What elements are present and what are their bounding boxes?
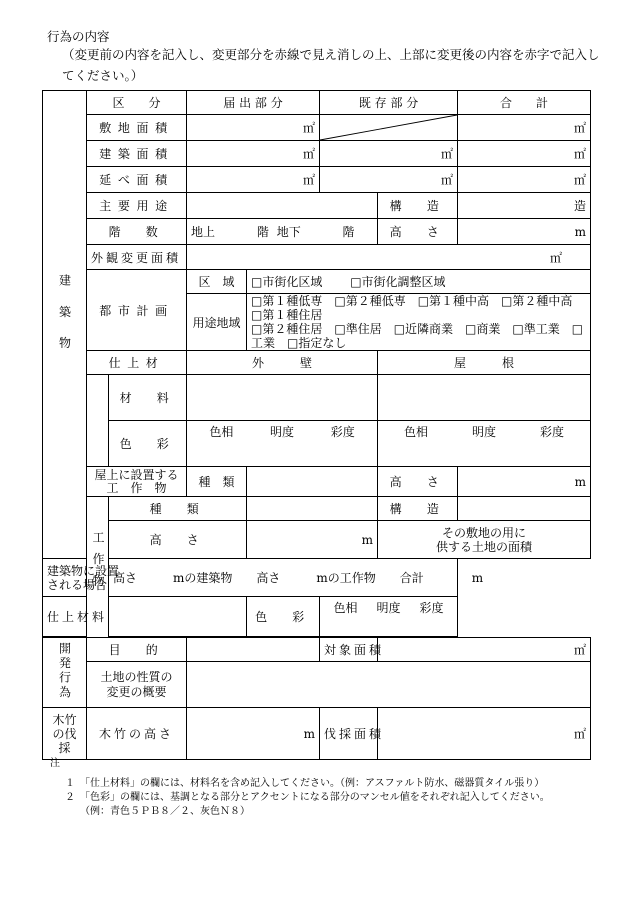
kaisuu-label: 階 数 bbox=[87, 219, 187, 245]
yane-header: 屋 根 bbox=[378, 351, 591, 375]
kos-color-label: 色 彩 bbox=[247, 597, 320, 637]
rooftop-shurui-field[interactable] bbox=[247, 467, 378, 497]
youto-label: 主要用途 bbox=[87, 193, 187, 219]
felling-area-field[interactable]: ㎡ bbox=[378, 708, 591, 760]
kenchiku-kizon[interactable]: ㎡ bbox=[320, 141, 458, 167]
page-heading: 行為の内容 bbox=[47, 29, 110, 44]
tree-height-label: 木竹の高さ bbox=[87, 708, 187, 760]
gaikan-field[interactable]: ㎡ bbox=[187, 245, 591, 270]
mokuteki-field[interactable] bbox=[187, 638, 320, 662]
takasa-field[interactable]: m bbox=[458, 219, 591, 245]
kos-finish-label: 仕上材料 bbox=[43, 597, 109, 637]
rooftop-shurui-label: 種 類 bbox=[187, 467, 247, 497]
building-section-label: 建築物 bbox=[43, 91, 87, 559]
kouzou-label: 構 造 bbox=[378, 193, 458, 219]
kos-shurui-label: 種 類 bbox=[109, 497, 247, 521]
rooftop-label: 屋上に設置する 工 作 物 bbox=[87, 467, 187, 497]
kaisuu-field[interactable]: 地上 階 地下 階 bbox=[187, 219, 378, 245]
nobe-todokede[interactable]: ㎡ bbox=[187, 167, 320, 193]
shikichi-goukei[interactable]: ㎡ bbox=[458, 115, 591, 141]
gaikan-label: 外観変更面積 bbox=[87, 245, 187, 270]
land-change-label: 土地の性質の 変更の概要 bbox=[87, 662, 187, 708]
kos-kouzou-label: 構 造 bbox=[378, 497, 458, 521]
kos-kouzou-field[interactable] bbox=[458, 497, 591, 521]
note-2-example: （例：青色５ＰＢ８／２、灰色Ｎ８） bbox=[80, 806, 250, 817]
youto-field[interactable] bbox=[187, 193, 378, 219]
felling-area-label: 伐採面積 bbox=[320, 708, 378, 760]
kouzou-field[interactable]: 造 bbox=[458, 193, 591, 219]
instruction-text: （変更前の内容を記入し、変更部分を赤線で見え消しの上、上部に変更後の内容を赤字で記入してください。） bbox=[62, 47, 600, 83]
structure-section-label: 工作物 bbox=[87, 497, 109, 638]
rooftop-takasa-field[interactable]: m bbox=[458, 467, 591, 497]
youto-chiiki-options[interactable]: □第１種低専 □第２種低専 □第１種中高 □第２種中高 □第１種住居 □第２種住居 □準住居 □近隣商業 □商業 □準工業 □工業 □指定なし bbox=[247, 294, 591, 351]
dev-area-field[interactable]: ㎡ bbox=[378, 638, 591, 662]
gaiheki-color-field[interactable]: 色相 明度 彩度 bbox=[187, 421, 378, 467]
yane-zairyou-field[interactable] bbox=[378, 375, 591, 421]
gaiheki-zairyou-field[interactable] bbox=[187, 375, 378, 421]
kubun-header: 区 分 bbox=[87, 91, 187, 115]
development-section-label: 開発行為 bbox=[43, 638, 87, 708]
shikisai-label: 色 彩 bbox=[109, 421, 187, 467]
kos-takasa-field[interactable]: m bbox=[247, 521, 378, 559]
zairyou-label: 材 料 bbox=[109, 375, 187, 421]
notes-label: 注 bbox=[50, 758, 60, 769]
kos-takasa-label: 高 さ bbox=[109, 521, 247, 559]
toshi-label: 都市計画 bbox=[87, 270, 187, 351]
kenchiku-goukei[interactable]: ㎡ bbox=[458, 141, 591, 167]
kos-finish-field[interactable] bbox=[109, 597, 247, 637]
diagonal-line bbox=[320, 115, 457, 140]
kenchiku-todokede[interactable]: ㎡ bbox=[187, 141, 320, 167]
note-2: ２ 「色彩」の欄には、基調となる部分とアクセントになる部分のマンセル値をそれぞれ記入してください。 bbox=[65, 792, 550, 803]
shikichi-label: 敷地面積 bbox=[87, 115, 187, 141]
note-1: １ 「仕上材料」の欄には、材料名を含め記入してください。（例：アスファルト防水、磁器質タイル張り） bbox=[65, 778, 545, 789]
tree-height-field[interactable]: m bbox=[187, 708, 320, 760]
dev-area-label: 対象面積 bbox=[320, 638, 378, 662]
land-change-field[interactable] bbox=[187, 662, 591, 708]
kenchiku-label: 建築面積 bbox=[87, 141, 187, 167]
kos-color-field[interactable]: 色相 明度 彩度 bbox=[320, 597, 458, 637]
nobe-label: 延べ面積 bbox=[87, 167, 187, 193]
mokuteki-label: 目 的 bbox=[87, 638, 187, 662]
shikichi-kizon-na bbox=[320, 115, 458, 141]
takasa-label: 高 さ bbox=[378, 219, 458, 245]
nobe-goukei[interactable]: ㎡ bbox=[458, 167, 591, 193]
notes-section bbox=[50, 757, 550, 819]
yane-color-field[interactable]: 色相 明度 彩度 bbox=[378, 421, 591, 467]
kizon-header: 既 存 部 分 bbox=[320, 91, 458, 115]
gaiheki-header: 外 壁 bbox=[187, 351, 378, 375]
finish-indent bbox=[87, 375, 109, 467]
goukei-header: 合 計 bbox=[458, 91, 591, 115]
kos-land-label: その敷地の用に 供する土地の面積 bbox=[378, 521, 591, 559]
trees-section-label: 木竹の伐採 bbox=[43, 708, 87, 760]
kuiki-label: 区 域 bbox=[187, 270, 247, 294]
nobe-kizon[interactable]: ㎡ bbox=[320, 167, 458, 193]
kuiki-options[interactable]: □市街化区域 □市街化調整区域 bbox=[247, 270, 591, 294]
rooftop-takasa-label: 高 さ bbox=[378, 467, 458, 497]
kos-bldg-field[interactable]: 高さ mの建築物 高さ mの工作物 合計 m bbox=[109, 559, 458, 597]
todokede-header: 届 出 部 分 bbox=[187, 91, 320, 115]
kos-bldg-label: 建築物に設置 される場合 bbox=[43, 559, 109, 597]
action-content-table bbox=[42, 90, 591, 760]
kos-shurui-field[interactable] bbox=[247, 497, 378, 521]
shikichi-todokede[interactable]: ㎡ bbox=[187, 115, 320, 141]
finish-label: 仕上材 bbox=[87, 351, 187, 375]
youto-chiiki-label: 用途地域 bbox=[187, 294, 247, 351]
